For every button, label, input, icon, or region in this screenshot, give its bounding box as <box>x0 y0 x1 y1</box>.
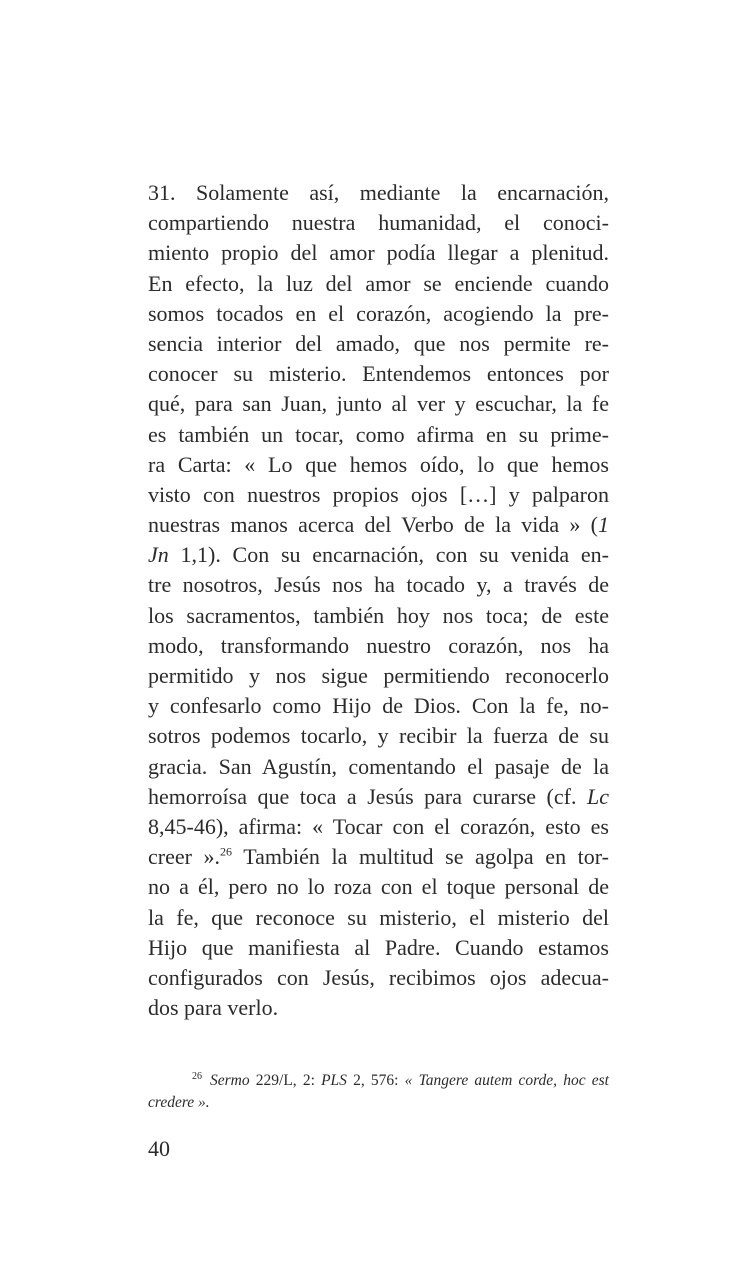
text-line: es también un tocar, como afirma en su prime- <box>148 421 609 447</box>
text-line: Hijo que manifiesta al Padre. Cuando estamos <box>148 934 609 960</box>
citation-italic: Jn <box>148 542 169 568</box>
text-line: somos tocados en el corazón, acogiendo la pre- <box>148 300 609 326</box>
text-line: no a él, pero no lo roza con el toque personal de <box>148 874 609 900</box>
text-line: hemorroísa que toca a Jesús para curarse (cf. Lc <box>148 783 609 809</box>
text-line: miento propio del amor podía llegar a plenitud. <box>148 240 609 266</box>
text-line: 8,45-46), afirma: « Tocar con el corazón, esto es <box>148 813 609 839</box>
text-line: conocer su misterio. Entendemos entonces por <box>148 361 609 387</box>
text-line: Jn 1,1). Con su encarnación, con su venida en- <box>148 542 609 568</box>
text-line: creer ».$^{26}$ También la multitud se agolpa en tor- <box>148 844 609 870</box>
text-line: qué, para san Juan, junto al ver y escuchar, la fe <box>148 391 609 417</box>
text-line: En efecto, la luz del amor se enciende cuando <box>148 270 609 296</box>
paragraph-31 <box>148 178 609 1023</box>
text-line: y confesarlo como Hijo de Dios. Con la fe, no- <box>148 693 609 719</box>
text-line: modo, transformando nuestro corazón, nos ha <box>148 632 609 658</box>
text-line: dos para verlo. <box>148 995 279 1021</box>
text-line: tre nosotros, Jesús nos ha tocado y, a través de <box>148 572 609 598</box>
footnote <box>148 1066 609 1114</box>
text-line: los sacramentos, también hoy nos toca; de este <box>148 602 609 628</box>
text-line: nuestras manos acerca del Verbo de la vida » (1 <box>148 512 609 538</box>
text-line: configurados con Jesús, recibimos ojos adecua- <box>148 964 609 990</box>
footnote-line: credere ». <box>148 1094 210 1112</box>
text-line: sotros podemos tocarlo, y recibir la fuerza de su <box>148 723 609 749</box>
text-line: ra Carta: « Lo que hemos oído, lo que hemos <box>148 451 609 477</box>
text-line: visto con nuestros propios ojos […] y palparon <box>148 481 609 507</box>
footnote-marker: 26 <box>192 1071 202 1082</box>
text-line: 31. Solamente así, mediante la encarnación, <box>148 180 609 205</box>
footnote-line: $^{26}$ Sermo 229/L, 2: PLS 2, 576: « Tangere autem corde, hoc est <box>192 1071 609 1090</box>
text-line: compartiendo nuestra humanidad, el conoci- <box>148 210 609 236</box>
text-line: la fe, que reconoce su misterio, el misterio del <box>148 904 609 930</box>
citation-italic: Lc <box>587 783 609 809</box>
main-paragraph <box>148 178 609 1023</box>
text-line: permitido y nos sigue permitiendo reconocerlo <box>148 663 609 688</box>
page-number: 40 <box>148 1136 170 1161</box>
text-line: gracia. San Agustín, comentando el pasaje de la <box>148 753 609 779</box>
footnote-reference[interactable]: 26 <box>220 844 233 859</box>
text-line: sencia interior del amado, que nos permite re- <box>148 330 609 356</box>
citation-italic: 1 <box>598 512 609 538</box>
